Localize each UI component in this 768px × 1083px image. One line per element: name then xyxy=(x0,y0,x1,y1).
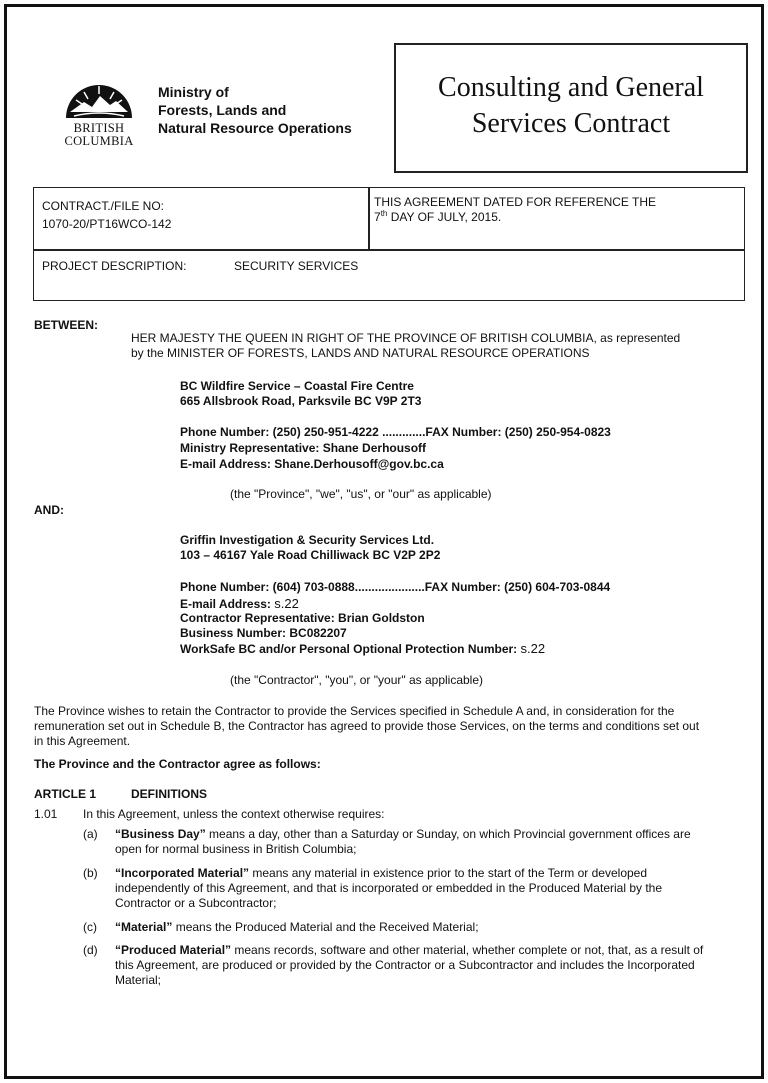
agree-statement: The Province and the Contractor agree as follows: xyxy=(34,757,321,771)
worksafe-number xyxy=(180,641,545,657)
info-divider-horizontal xyxy=(34,249,744,251)
ministry-line3: Natural Resource Operations xyxy=(158,120,352,136)
province-org: BC Wildfire Service – Coastal Fire Centre xyxy=(180,379,414,393)
definition-d-letter: (d) xyxy=(83,943,98,957)
worksafe-redacted: s.22 xyxy=(520,641,546,656)
definition-b-line1 xyxy=(115,866,647,881)
recital-line1: The Province wishes to retain the Contractor to provide the Services specified in Schedule A and, in consideration for the xyxy=(34,704,675,718)
agreement-day: 7 xyxy=(374,210,381,224)
ministry-line1: Ministry of xyxy=(158,84,229,100)
province-party-line2: by the MINISTER OF FORESTS, LANDS AND NATURAL RESOURCE OPERATIONS xyxy=(131,346,590,360)
contractor-alias: (the "Contractor", "you", or "your" as applicable) xyxy=(230,673,484,687)
business-number: Business Number: BC082207 xyxy=(180,626,347,640)
definition-c-letter: (c) xyxy=(83,920,97,934)
logo-text-line2: COLUMBIA xyxy=(64,134,134,148)
definition-c-term: “Material” xyxy=(115,920,173,934)
contract-title-line1: Consulting and General xyxy=(438,72,704,103)
definition-c-line1 xyxy=(115,920,479,935)
definition-a-term: “Business Day” xyxy=(115,827,206,841)
definition-d-line1 xyxy=(115,943,703,958)
agreement-date-rest: DAY OF JULY, 2015. xyxy=(387,210,502,224)
contract-info-box xyxy=(33,187,745,301)
logo-text-line1: BRITISH xyxy=(73,121,125,135)
contractor-phone-fax: Phone Number: (604) 703-0888.....................FAX Number: (250) 604-703-0844 xyxy=(180,580,611,594)
contractor-email-label: E-mail Address: xyxy=(180,597,275,611)
project-description-value: SECURITY SERVICES xyxy=(234,259,359,273)
contract-title-box xyxy=(394,43,748,173)
definition-b-line3: Contractor or a Subcontractor; xyxy=(115,896,277,910)
clause-text: In this Agreement, unless the context otherwise requires: xyxy=(83,807,385,821)
province-email: E-mail Address: Shane.Derhousoff@gov.bc.ca xyxy=(180,457,444,471)
contractor-address: 103 – 46167 Yale Road Chilliwack BC V2P 2P2 xyxy=(180,548,441,562)
definition-a-text: means a day, other than a Saturday or Sunday, on which Provincial government offices are xyxy=(205,827,691,841)
agreement-date-line2 xyxy=(374,209,501,225)
file-number-value: 1070-20/PT16WCO-142 xyxy=(42,217,172,231)
clause-number: 1.01 xyxy=(34,807,58,821)
province-address: 665 Allsbrook Road, Parksvile BC V9P 2T3 xyxy=(180,394,422,408)
ministry-line2: Forests, Lands and xyxy=(158,102,287,118)
contract-title-line2: Services Contract xyxy=(471,108,671,139)
file-number-label: CONTRACT./FILE NO: xyxy=(42,199,165,213)
definition-b-text: means any material in existence prior to the start of the Term or developed xyxy=(249,866,648,880)
bc-logo xyxy=(54,72,144,154)
sun-mountain-icon xyxy=(54,72,144,122)
contractor-email-redacted: s.22 xyxy=(274,596,299,611)
ministry-name xyxy=(158,83,352,137)
definition-d-text: means records, software and other material, whether complete or not, that, as a result of xyxy=(231,943,704,957)
definition-a-line2: open for normal business in British Columbia; xyxy=(115,842,357,856)
recital-line2: remuneration set out in Schedule B, the Contractor has agreed to provide those Services, on the terms and conditions set out xyxy=(34,719,700,733)
contractor-org: Griffin Investigation & Security Services Ltd. xyxy=(180,533,435,547)
project-description-label: PROJECT DESCRIPTION: xyxy=(42,259,187,273)
province-alias: (the "Province", "we", "us", or "our" as applicable) xyxy=(230,487,492,501)
definition-b-letter: (b) xyxy=(83,866,98,880)
article-label: ARTICLE 1 xyxy=(34,787,97,801)
definition-b-line2: independently of this Agreement, and that is incorporated or embedded in the Produced Material by the xyxy=(115,881,663,895)
agreement-day-suffix: th xyxy=(380,209,388,218)
definition-d-term: “Produced Material” xyxy=(115,943,232,957)
definition-a-letter: (a) xyxy=(83,827,98,841)
province-phone-fax: Phone Number: (250) 250-951-4222 .............FAX Number: (250) 250-954-0823 xyxy=(180,425,611,439)
agreement-date-line1: THIS AGREEMENT DATED FOR REFERENCE THE xyxy=(374,195,657,209)
contractor-email xyxy=(180,596,299,612)
contractor-representative: Contractor Representative: Brian Goldston xyxy=(180,611,425,625)
province-party-line1: HER MAJESTY THE QUEEN IN RIGHT OF THE PROVINCE OF BRITISH COLUMBIA, as represented xyxy=(131,331,681,345)
info-divider-vertical xyxy=(368,188,370,249)
definition-c-text: means the Produced Material and the Received Material; xyxy=(172,920,479,934)
definition-a-line1 xyxy=(115,827,691,842)
ministry-representative: Ministry Representative: Shane Derhousoff xyxy=(180,441,427,455)
and-label: AND: xyxy=(34,503,64,517)
definition-d-line2: this Agreement, are produced or provided by the Contractor or a Subcontractor and includes the Incorporated xyxy=(115,958,695,972)
recital-line3: in this Agreement. xyxy=(34,734,131,748)
between-label: BETWEEN: xyxy=(34,318,98,332)
definition-d-line3: Material; xyxy=(115,973,162,987)
article-title: DEFINITIONS xyxy=(131,787,208,801)
worksafe-label: WorkSafe BC and/or Personal Optional Protection Number: xyxy=(180,642,521,656)
definition-b-term: “Incorporated Material” xyxy=(115,866,250,880)
